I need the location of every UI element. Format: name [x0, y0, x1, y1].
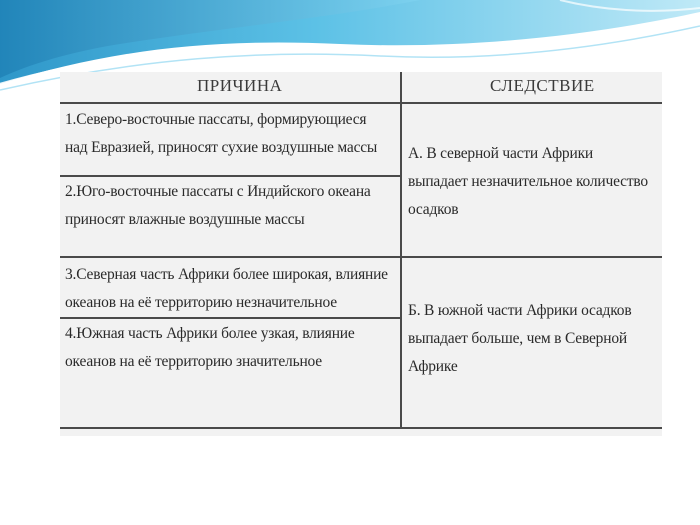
- cause-cell-1: 1.Северо-восточные пассаты, формирующиеся над Евразией, приносят сухие воздушные массы: [65, 111, 378, 156]
- cause-cell-3: 3.Северная часть Африки более широкая, влияние океанов на её территорию незначительное: [65, 266, 388, 311]
- row-divider-2: [60, 256, 662, 258]
- header-divider: [60, 102, 662, 104]
- header-cause: ПРИЧИНА: [197, 76, 283, 95]
- cause-cell-4: 4.Южная часть Африки более узкая, влияние океанов на её территорию значительное: [65, 325, 355, 370]
- cause-effect-table: [60, 72, 662, 436]
- row-divider-3: [60, 317, 400, 319]
- effect-cell-a: А. В северной части Африки выпадает незначительное количество осадков: [408, 145, 648, 218]
- cause-cell-2: 2.Юго-восточные пассаты с Индийского океана приносят влажные воздушные массы: [65, 183, 371, 228]
- header-effect: СЛЕДСТВИЕ: [490, 76, 595, 95]
- effect-cell-b: Б. В южной части Африки осадков выпадает больше, чем в Северной Африке: [408, 302, 632, 375]
- row-divider-1: [60, 175, 400, 177]
- column-divider: [400, 72, 402, 429]
- table-bottom-border: [60, 427, 662, 429]
